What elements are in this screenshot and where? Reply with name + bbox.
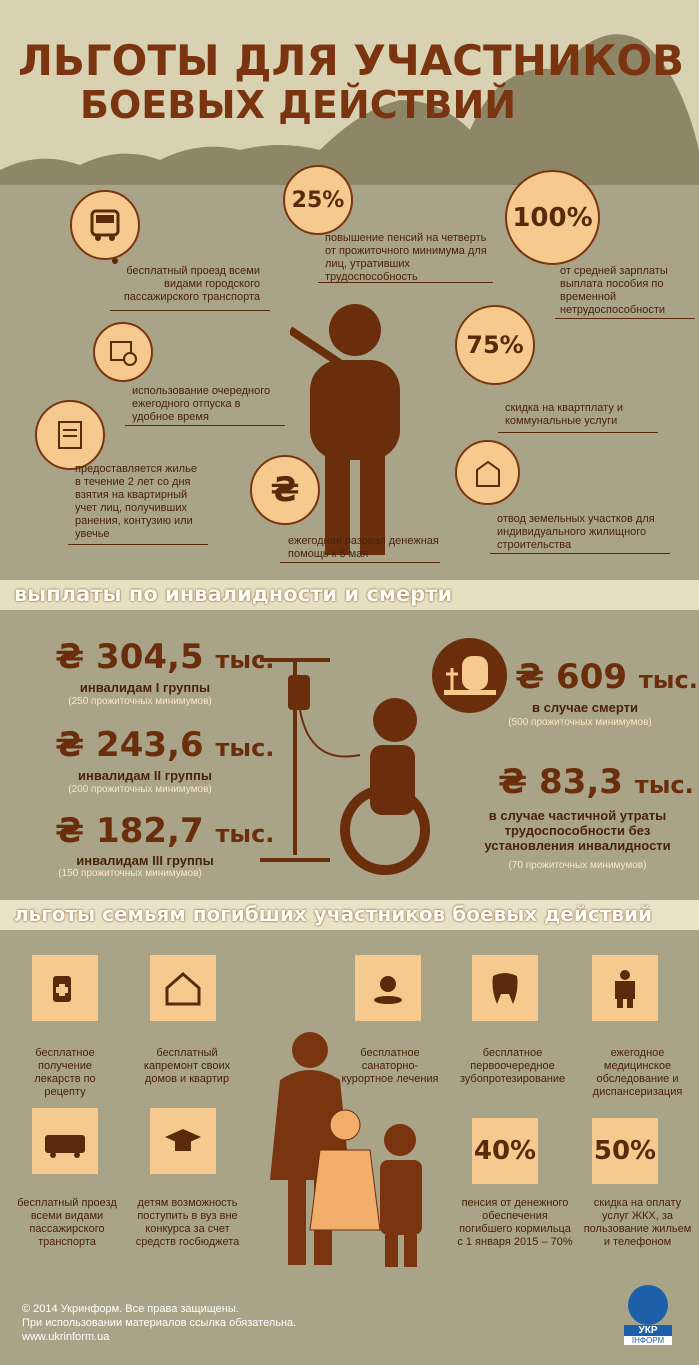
partial-label: в случае частичной утраты трудоспособности без установления инвалидности — [484, 808, 671, 853]
g2-unit: тыс. — [215, 734, 275, 762]
footer-note: При использовании материалов ссылка обязательна. — [22, 1317, 297, 1329]
family-sanatorium: бесплатное санаторно-курортное лечения — [341, 1047, 439, 1085]
transport-icon — [32, 1108, 98, 1174]
sanatorium-icon — [355, 955, 421, 1021]
family-university: детям возможность поступить в вуз вне конкурса за счет средств госбюджета — [135, 1197, 240, 1248]
xray-icon — [592, 955, 658, 1021]
medicine-icon — [32, 955, 98, 1021]
death-unit: тыс. — [638, 666, 698, 694]
logo-top: УКР — [624, 1325, 672, 1336]
utilities-badge — [455, 305, 535, 385]
benefit-sick: от средней зарплаты выплата пособия по временной нетрудоспособности — [560, 265, 668, 316]
section2-title: выплаты по инвалидности и смерти — [14, 582, 453, 606]
death-amount: ₴ 609 — [515, 657, 628, 697]
footer — [22, 1302, 296, 1344]
utilities-pct: 75% — [466, 331, 524, 359]
g2-amount: ₴ 243,6 — [55, 725, 204, 765]
grave-icon — [432, 638, 507, 713]
house-repair-icon — [150, 955, 216, 1021]
graduation-cap-icon — [150, 1108, 216, 1174]
g3-unit: тыс. — [215, 820, 275, 848]
family-medicine: бесплатное получение лекарств по рецепту — [34, 1047, 96, 1098]
soldier-icon — [290, 300, 420, 560]
family-discount-pct: 50% — [593, 1136, 657, 1166]
pension-pct: 25% — [291, 187, 345, 213]
g3-amount: ₴ 182,7 — [55, 811, 204, 851]
partial-unit: тыс. — [634, 771, 694, 799]
footer-copy: © 2014 Укринформ. Все права защищены. — [22, 1303, 239, 1315]
benefit-housing: предоставляется жилье в течение 2 лет со дня взятия на квартирный учет лиц, получивших ранения, контузию или увечье — [75, 463, 197, 540]
g1-unit: тыс. — [215, 646, 275, 674]
g2-label: инвалидам II группы — [78, 768, 212, 783]
g1-note: (250 прожиточных минимумов) — [68, 696, 212, 707]
document-icon — [35, 400, 105, 470]
bus-icon — [70, 190, 140, 260]
benefit-utilities: скидка на квартплату и коммунальные услуги — [505, 402, 624, 427]
death-note: (500 прожиточных минимумов) — [508, 717, 652, 728]
benefit-vacation: использование очередного ежегодного отпуска в удобное время — [132, 385, 271, 423]
hryvnia-icon: ₴ — [250, 455, 320, 525]
family-medical: ежегодное медицинское обследование и диспансеризация — [592, 1047, 683, 1098]
family-discount: скидка на оплату услуг ЖКХ, за пользование жильем и телефоном — [583, 1197, 692, 1248]
family-transport: бесплатный проезд всеми видами пассажирского транспорта — [17, 1197, 117, 1248]
calendar-icon — [93, 322, 153, 382]
logo-bottom: ІНФОРМ — [624, 1336, 672, 1345]
g1-amount: ₴ 304,5 — [55, 637, 204, 677]
benefit-transport: бесплатный проезд всеми видами городского пассажирского транспорта — [123, 265, 260, 303]
ukrinform-logo — [624, 1285, 672, 1355]
g2-note: (200 прожиточных минимумов) — [68, 784, 212, 795]
benefit-pension: повышение пенсий на четверть от прожиточного минимума для лиц, утративших трудоспособность — [325, 232, 487, 283]
death-label: в случае смерти — [532, 700, 638, 715]
pension-badge — [283, 165, 353, 235]
title-line1: ЛЬГОТЫ ДЛЯ УЧАСТНИКОВ — [18, 36, 685, 85]
sick-pct: 100% — [512, 202, 593, 233]
family-pension: пенсия от денежного обеспечения погибшего кормильца с 1 января 2015 – 70% — [457, 1197, 573, 1248]
family-dental: бесплатное первоочередное зубопротезирование — [459, 1047, 566, 1085]
g3-label: инвалидам III группы — [76, 853, 214, 868]
partial-note: (70 прожиточных минимумов) — [508, 860, 647, 871]
section3-title: льготы семьям погибших участников боевых действий — [14, 902, 653, 926]
pension-box — [472, 1118, 538, 1184]
wheelchair-icon — [250, 655, 450, 880]
partial-amount: ₴ 83,3 — [498, 762, 623, 802]
g3-note: (150 прожиточных минимумов) — [58, 868, 202, 879]
discount-box — [592, 1118, 658, 1184]
benefit-may5: ежегодная разовая денежная помощь к 5 мая — [288, 535, 439, 560]
benefit-land: отвод земельных участков для индивидуального жилищного строительства — [497, 513, 655, 551]
tooth-icon — [472, 955, 538, 1021]
land-icon — [455, 440, 520, 505]
footer-url[interactable]: www.ukrinform.ua — [22, 1331, 110, 1343]
g1-label: инвалидам I группы — [79, 680, 211, 695]
family-pension-pct: 40% — [473, 1136, 537, 1166]
sick-badge — [505, 170, 600, 265]
family-repair: бесплатный капремонт своих домов и квартир — [143, 1047, 231, 1085]
title-line2: БОЕВЫХ ДЕЙСТВИЙ — [80, 83, 517, 127]
